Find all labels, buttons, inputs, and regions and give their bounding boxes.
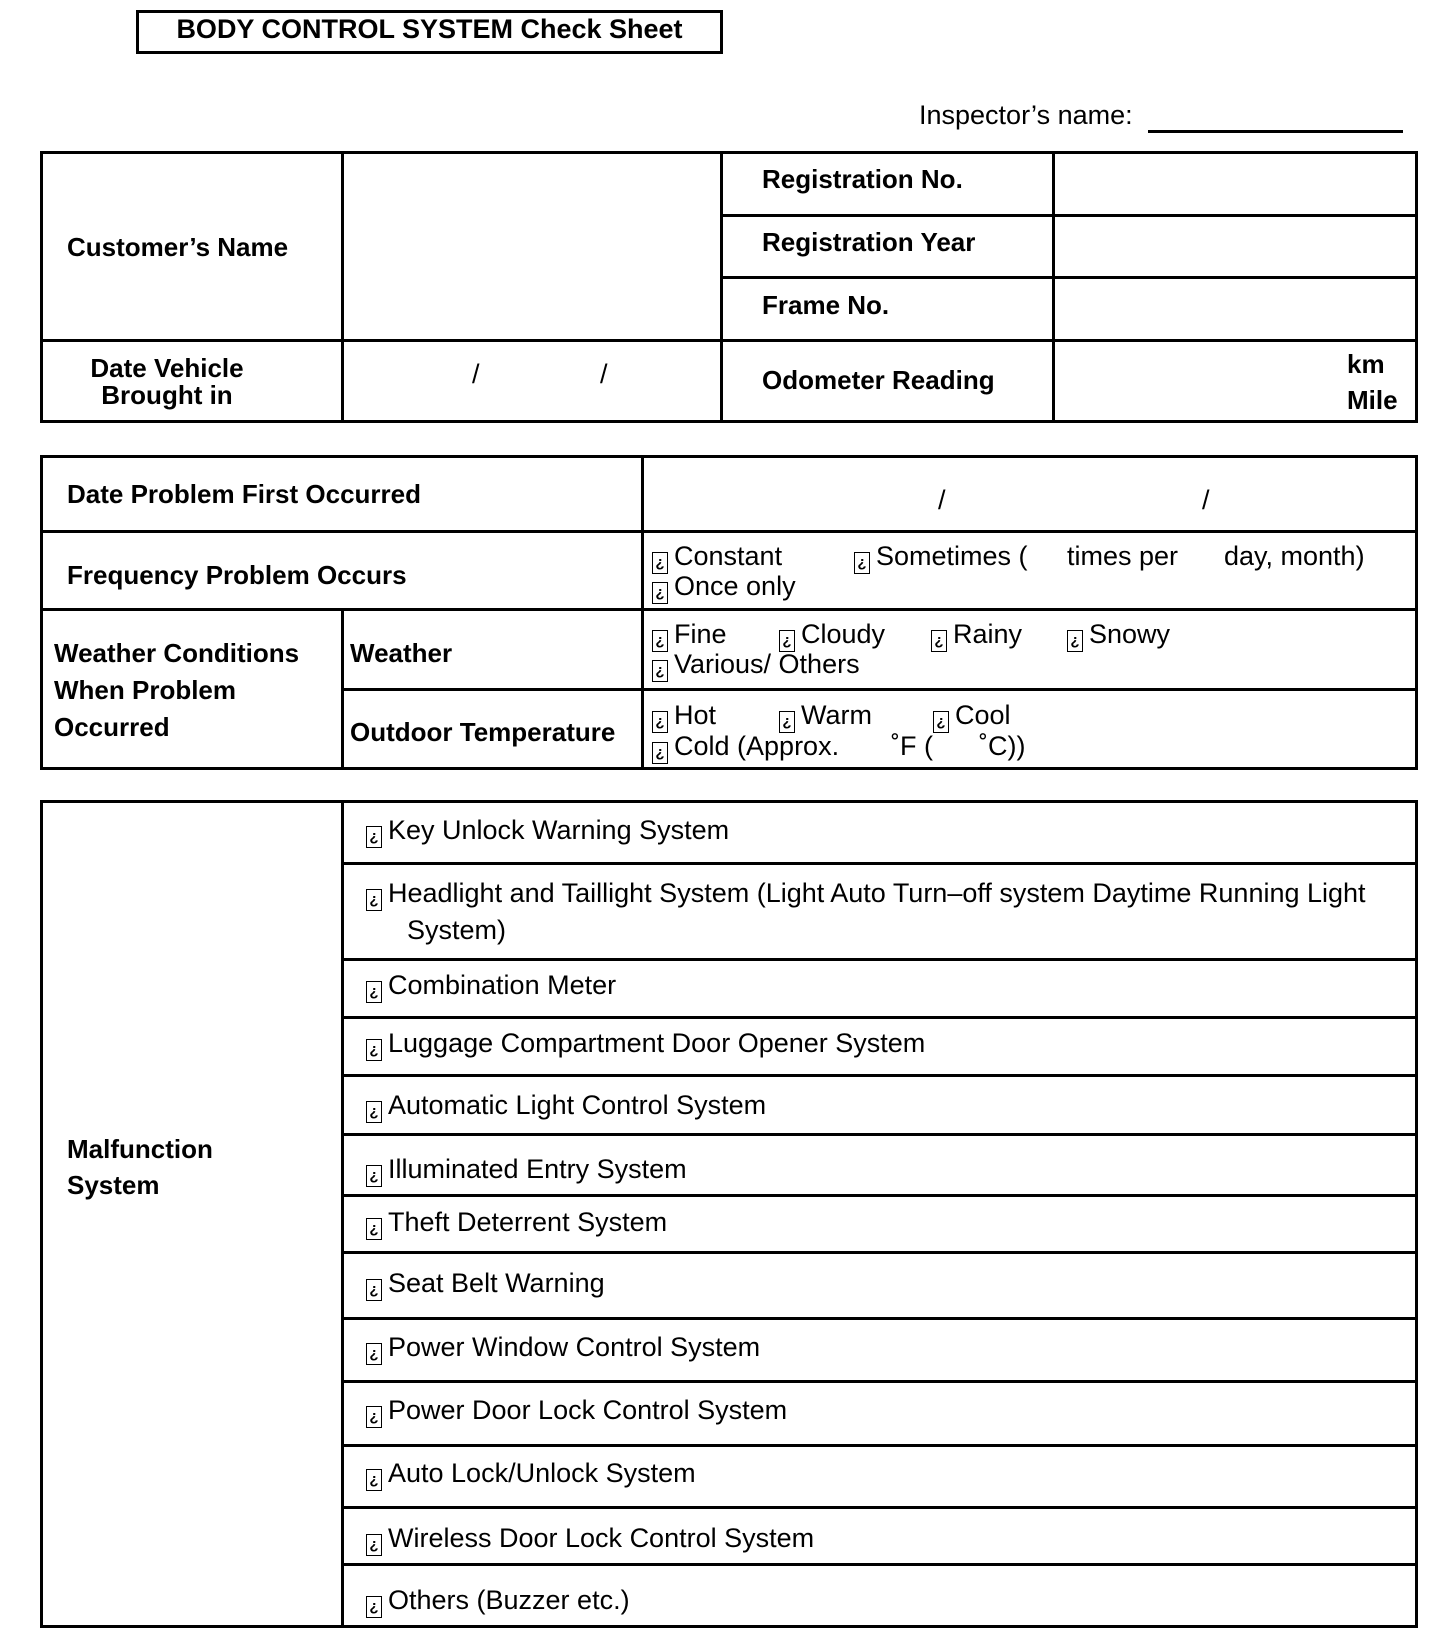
malfunction-item[interactable] (366, 1268, 605, 1301)
divider (341, 800, 344, 1628)
divider (341, 1380, 1418, 1383)
option-warm[interactable] (779, 700, 872, 733)
malfunction-item-label: Automatic Light Control System (388, 1090, 767, 1120)
divider (40, 530, 1418, 533)
option-once-only[interactable] (652, 571, 796, 604)
option-label: Sometimes ( (876, 541, 1028, 571)
option-label: Hot (674, 700, 717, 730)
checkbox-icon: ¿ (366, 1596, 382, 1618)
date-separator: / (1202, 485, 1210, 515)
frame-no-label: Frame No. (762, 290, 890, 320)
checkbox-icon: ¿ (366, 1534, 382, 1556)
divider (341, 958, 1418, 961)
option-label: Cool (955, 700, 1011, 730)
malfunction-item[interactable] (366, 1090, 766, 1123)
checkbox-icon: ¿ (366, 1039, 382, 1061)
malfunction-item[interactable] (366, 815, 729, 848)
option-label: Once only (674, 571, 796, 601)
outdoor-temp-label: Outdoor Temperature (350, 717, 616, 747)
malfunction-item-label: Combination Meter (388, 970, 617, 1000)
option-label: Constant (674, 541, 783, 571)
date-first-label: Date Problem First Occurred (67, 479, 421, 509)
divider (341, 1251, 1418, 1254)
option-various-others[interactable] (652, 649, 860, 682)
option-label: Cloudy (801, 619, 886, 649)
inspector-name-field[interactable] (1148, 130, 1403, 133)
checkbox-icon: ¿ (652, 552, 668, 574)
divider (341, 688, 1418, 691)
registration-no-field[interactable] (1056, 155, 1414, 213)
date-separator: / (600, 359, 608, 389)
option-snowy[interactable] (1067, 619, 1170, 652)
divider (1052, 151, 1055, 423)
checkbox-icon: ¿ (933, 711, 949, 733)
divider (341, 1194, 1418, 1197)
day-month-label: day, month) (1224, 541, 1365, 571)
km-unit: km (1347, 349, 1385, 379)
option-label: Snowy (1089, 619, 1171, 649)
date-separator: / (472, 359, 480, 389)
malfunction-item-label: Luggage Compartment Door Opener System (388, 1028, 926, 1058)
checkbox-icon: ¿ (652, 742, 668, 764)
checkbox-icon: ¿ (366, 981, 382, 1003)
checkbox-icon: ¿ (779, 711, 795, 733)
malfunction-item-label: Key Unlock Warning System (388, 815, 730, 845)
checkbox-icon: ¿ (652, 711, 668, 733)
times-per-label: times per (1067, 541, 1179, 571)
malfunction-item[interactable] (366, 1332, 760, 1365)
malfunction-item[interactable] (366, 1028, 925, 1061)
divider (341, 151, 344, 423)
checkbox-icon: ¿ (366, 1218, 382, 1240)
divider (641, 455, 644, 770)
divider (720, 151, 723, 423)
odometer-label: Odometer Reading (762, 365, 995, 395)
divider (341, 1444, 1418, 1447)
divider (40, 339, 1418, 342)
malfunction-label: Malfunction System (67, 1134, 213, 1201)
option-label: Warm (801, 700, 872, 730)
malfunction-item-label: Auto Lock/Unlock System (388, 1458, 696, 1488)
date-brought-label: Date Vehicle Brought in (90, 353, 244, 411)
checkbox-icon: ¿ (1067, 630, 1083, 652)
option-rainy[interactable] (931, 619, 1022, 652)
mile-unit: Mile (1347, 385, 1398, 415)
inspector-label: Inspector’s name: (919, 100, 1133, 130)
weather-conditions-label: Weather Conditions When Problem Occurred (54, 638, 300, 742)
malfunction-item[interactable] (366, 1585, 630, 1618)
divider (341, 1563, 1418, 1566)
checkbox-icon: ¿ (652, 582, 668, 604)
celsius-label: ˚C)) (979, 731, 1026, 761)
checkbox-icon: ¿ (366, 1469, 382, 1491)
malfunction-item-label: Wireless Door Lock Control System (388, 1523, 815, 1553)
option-label: Fine (674, 619, 727, 649)
weather-label: Weather (350, 638, 453, 668)
malfunction-item-label: Headlight and Taillight System (Light Auto Turn–off system Daytime Running Light (388, 878, 1366, 908)
checkbox-icon: ¿ (366, 1101, 382, 1123)
malfunction-item-continuation: System) (407, 915, 507, 945)
checkbox-icon: ¿ (366, 1406, 382, 1428)
divider (40, 608, 1418, 611)
checkbox-icon: ¿ (854, 552, 870, 574)
malfunction-table (40, 800, 1418, 1628)
registration-year-field[interactable] (1056, 218, 1414, 275)
checkbox-icon: ¿ (652, 630, 668, 652)
malfunction-item-label: Illuminated Entry System (388, 1154, 687, 1184)
malfunction-item[interactable] (366, 1154, 687, 1187)
checkbox-icon: ¿ (931, 630, 947, 652)
malfunction-item-label: Power Window Control System (388, 1332, 761, 1362)
malfunction-item-label: Power Door Lock Control System (388, 1395, 788, 1425)
frequency-label: Frequency Problem Occurs (67, 560, 407, 590)
option-cool[interactable] (933, 700, 1011, 733)
malfunction-item-label: Seat Belt Warning (388, 1268, 605, 1298)
divider (341, 1317, 1418, 1320)
divider (720, 214, 1418, 217)
divider (341, 1133, 1418, 1136)
option-cold[interactable] (652, 731, 839, 764)
malfunction-item[interactable] (366, 1395, 787, 1428)
malfunction-item[interactable] (366, 1458, 696, 1491)
malfunction-item[interactable] (366, 970, 616, 1003)
option-label: Various/ Others (674, 649, 860, 679)
option-hot[interactable] (652, 700, 716, 733)
option-sometimes[interactable] (854, 541, 1028, 574)
divider (341, 1016, 1418, 1019)
page-title: BODY CONTROL SYSTEM Check Sheet (176, 14, 683, 44)
checkbox-icon: ¿ (366, 1165, 382, 1187)
customer-name-field[interactable] (345, 155, 719, 338)
checkbox-icon: ¿ (366, 1343, 382, 1365)
checkbox-icon: ¿ (366, 889, 382, 911)
checkbox-icon: ¿ (366, 1279, 382, 1301)
customer-name-label: Customer’s Name (67, 232, 289, 262)
divider (341, 1074, 1418, 1077)
option-cloudy[interactable] (779, 619, 885, 652)
date-separator: / (938, 485, 946, 515)
malfunction-item[interactable] (366, 878, 1366, 911)
divider (341, 862, 1418, 865)
registration-no-label: Registration No. (762, 164, 963, 194)
option-label: Cold (Approx. (674, 731, 840, 761)
option-fine[interactable] (652, 619, 727, 652)
malfunction-item-label: Others (Buzzer etc.) (388, 1585, 630, 1615)
malfunction-item[interactable] (366, 1523, 814, 1556)
checkbox-icon: ¿ (779, 630, 795, 652)
fahrenheit-label: ˚F ( (891, 731, 933, 761)
divider (720, 276, 1418, 279)
malfunction-item[interactable] (366, 1207, 667, 1240)
checkbox-icon: ¿ (652, 660, 668, 682)
divider (341, 1506, 1418, 1509)
option-constant[interactable] (652, 541, 782, 574)
registration-year-label: Registration Year (762, 227, 976, 257)
malfunction-item-label: Theft Deterrent System (388, 1207, 668, 1237)
checkbox-icon: ¿ (366, 826, 382, 848)
frame-no-field[interactable] (1056, 280, 1414, 338)
option-label: Rainy (953, 619, 1023, 649)
